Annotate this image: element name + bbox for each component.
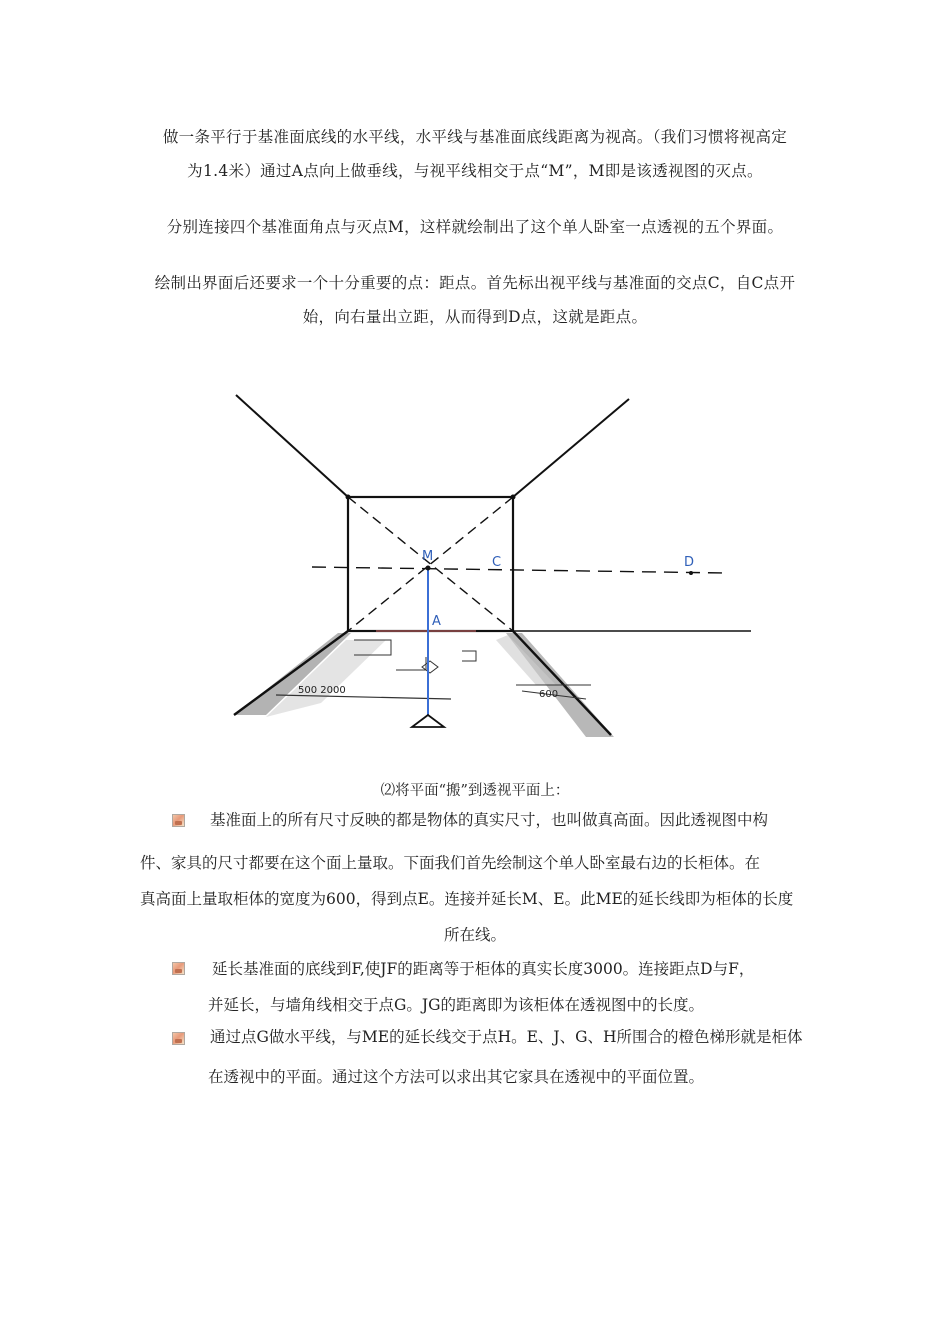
dimension-left: 500 2000 — [298, 685, 346, 696]
label-M: M — [422, 549, 434, 564]
paragraph-line: 为1.4米）通过A点向上做垂线，与视平线相交于点“M”，M即是该透视图的灭点。 — [187, 162, 763, 180]
paragraph-distance-point — [140, 266, 810, 334]
paragraph-five-faces — [140, 210, 810, 244]
perspective-diagram — [226, 385, 756, 765]
paragraph-line: 始，向右量出立距，从而得到D点，这就是距点。 — [302, 308, 648, 326]
paragraph-sight-height — [140, 120, 810, 188]
label-C: C — [492, 555, 502, 570]
bullet-image-icon — [172, 1032, 185, 1045]
label-A: A — [432, 614, 441, 629]
bullet-1-line-3: 真高面上量取柜体的宽度为600，得到点E。连接并延长M、E。此ME的延长线即为柜体的长度 — [140, 890, 794, 908]
label-D: D — [684, 555, 695, 570]
paragraph-line: 绘制出界面后还要求一个十分重要的点：距点。首先标出视平线与基准面的交点C，自C点开 — [154, 274, 796, 292]
bullet-1-line-1: 基准面上的所有尺寸反映的都是物体的真实尺寸，也叫做真高面。因此透视图中构 — [210, 811, 769, 829]
figure-caption: ⑵将平面“搬”到透视平面上： — [380, 783, 570, 799]
paragraph-line: 分别连接四个基准面角点与灭点M，这样就绘制出了这个单人卧室一点透视的五个界面。 — [166, 218, 784, 236]
bullet-1-line-4: 所在线。 — [443, 926, 506, 944]
dimension-right: 600 — [539, 689, 559, 700]
bullet-2-line-2: 并延长，与墙角线相交于点G。JG的距离即为该柜体在透视图中的长度。 — [208, 996, 704, 1014]
bullet-3-line-2: 在透视中的平面。通过这个方法可以求出其它家具在透视中的平面位置。 — [208, 1068, 705, 1086]
bullet-2-line-1: 延长基准面的底线到F,使JF的距离等于柜体的真实长度3000。连接距点D与F， — [212, 960, 755, 978]
bullet-1-line-2: 件、家具的尺寸都要在这个面上量取。下面我们首先绘制这个单人卧室最右边的长柜体。在 — [140, 854, 761, 872]
bullet-3-line-1: 通过点G做水平线，与ME的延长线交于点H。E、J、G、H所围合的橙色梯形就是柜体 — [210, 1028, 803, 1046]
paragraph-line: 做一条平行于基准面底线的水平线，水平线与基准面底线距离为视高。（我们习惯将视高定 — [162, 128, 788, 146]
bullet-image-icon — [172, 962, 185, 975]
bullet-image-icon — [172, 814, 185, 827]
